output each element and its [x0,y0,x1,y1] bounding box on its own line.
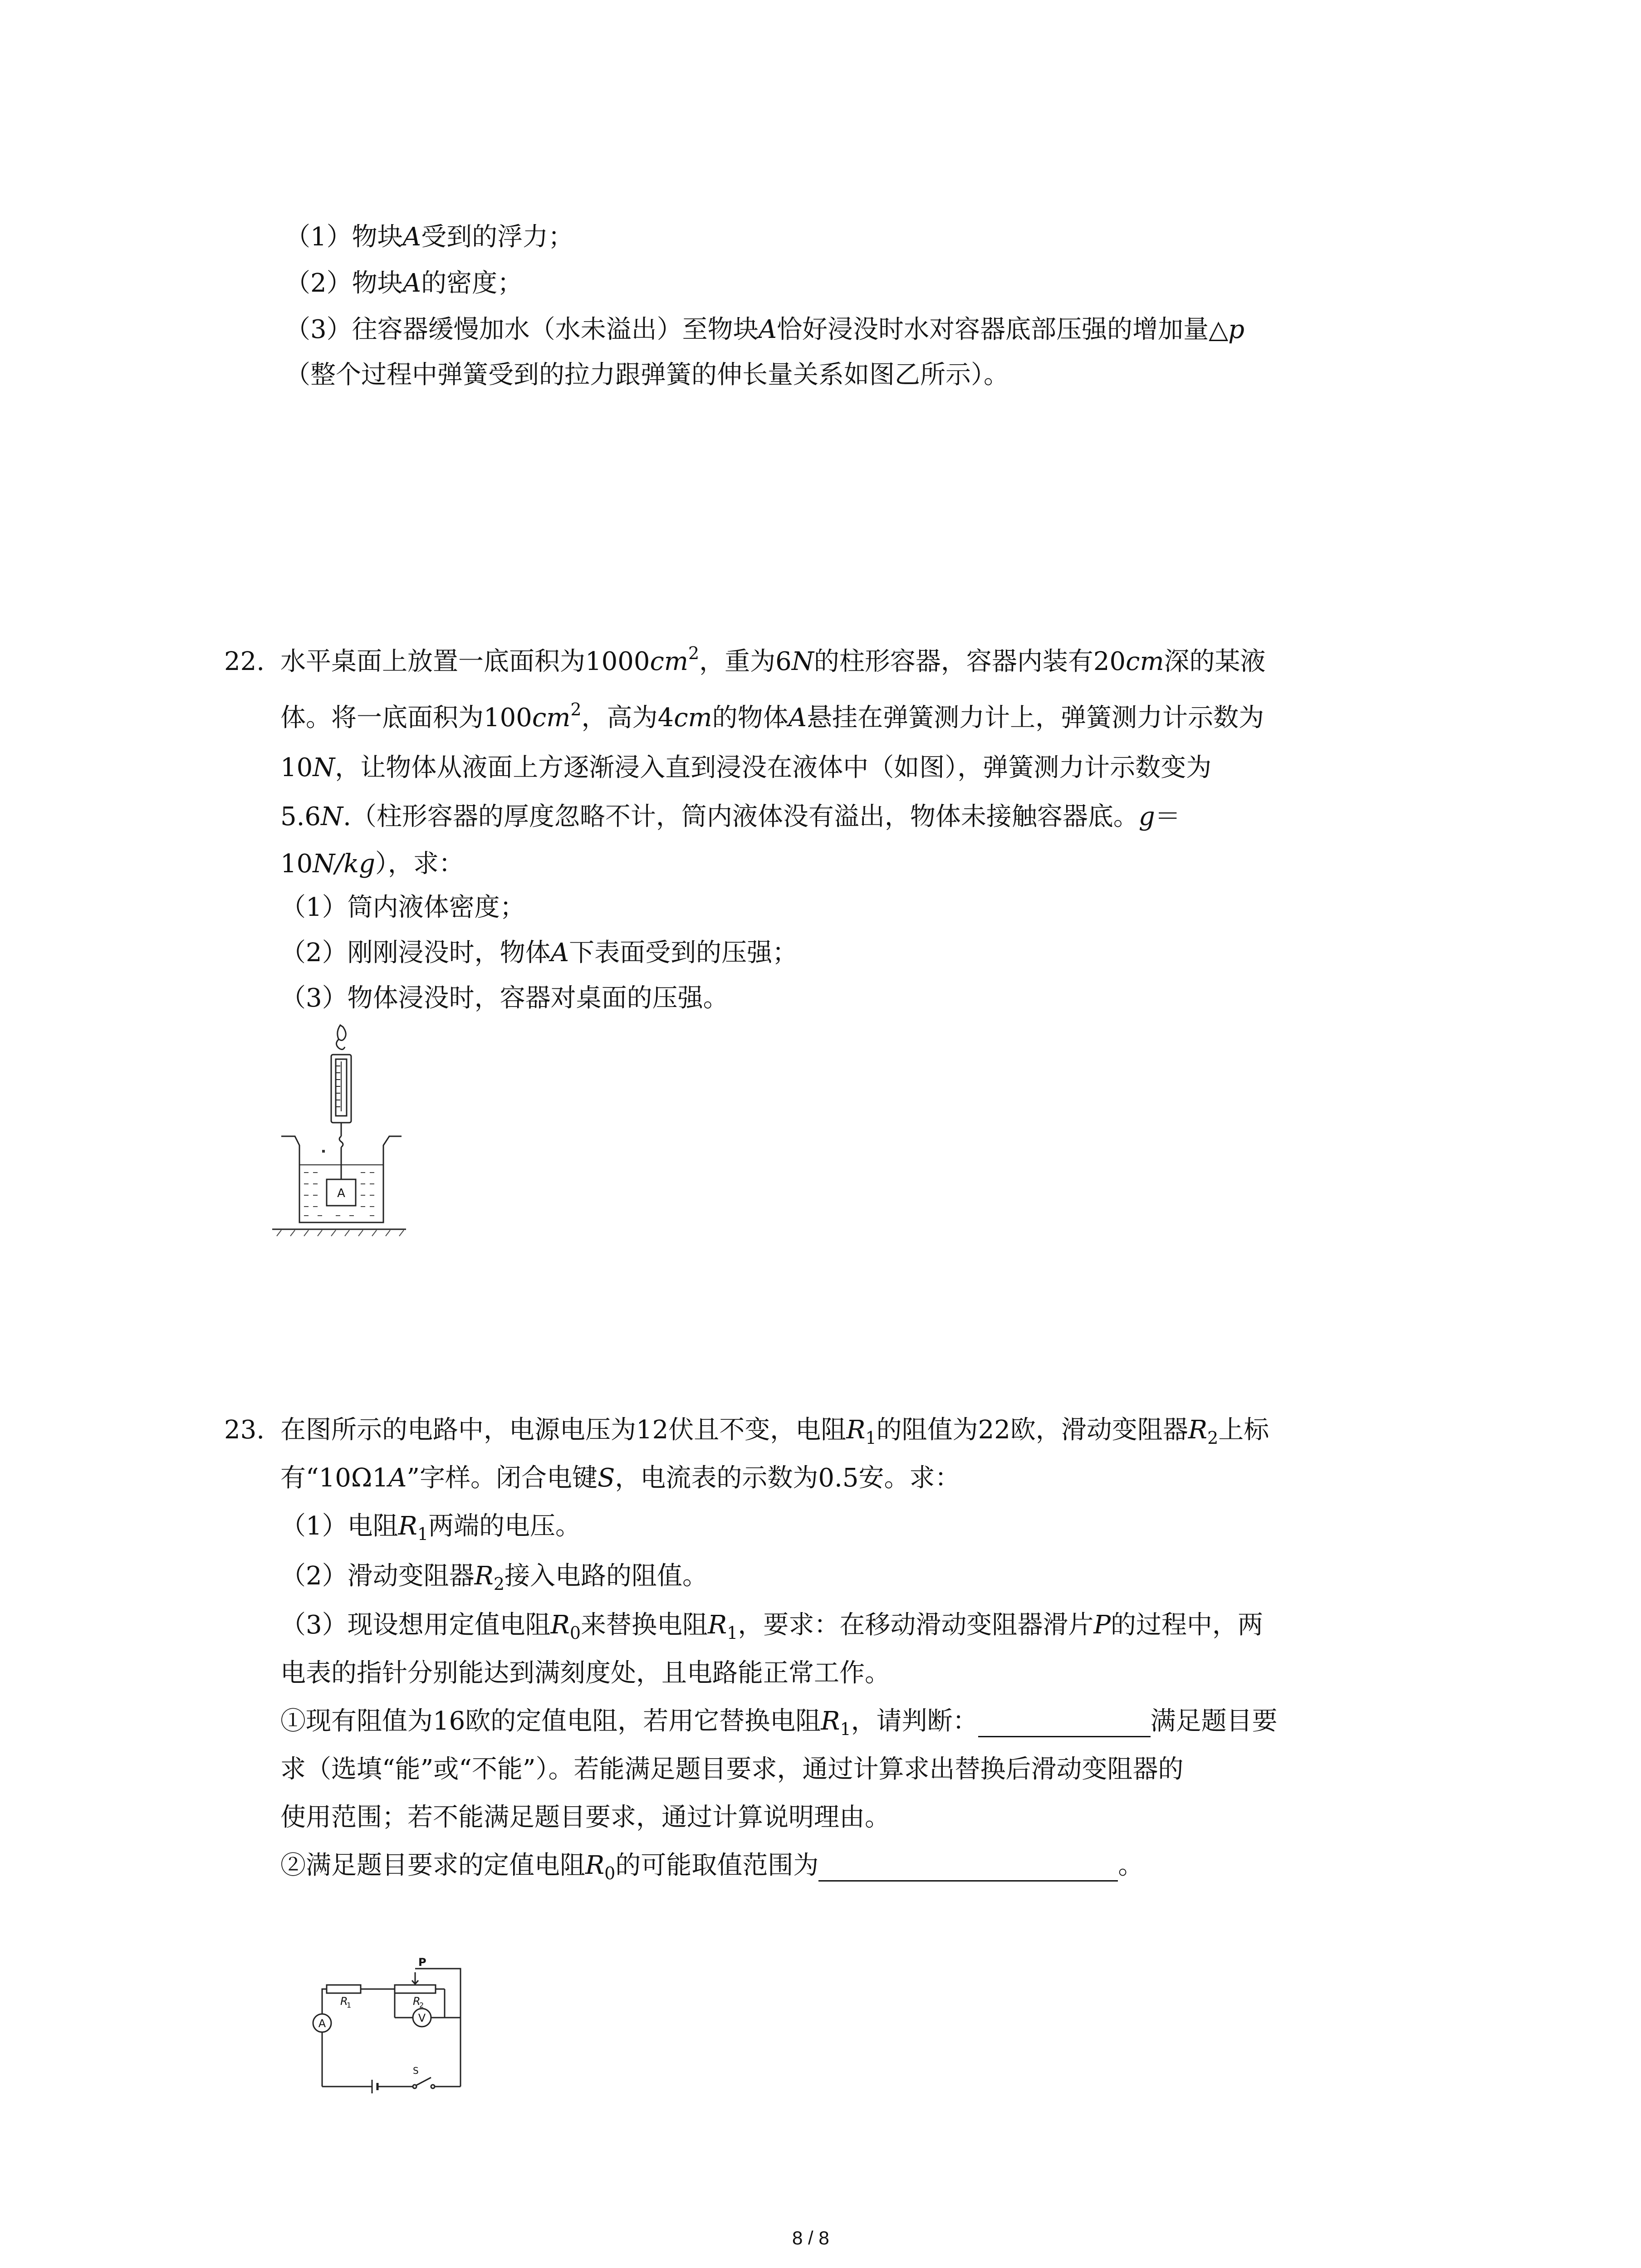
q22-stem-line4: 5.6N.（柱形容器的厚度忽略不计，筒内液体没有溢出，物体未接触容器底。g＝ [280,802,1181,831]
q23-choice-1-line3: 使用范围；若不能满足题目要求，通过计算说明理由。 [280,1803,890,1832]
q21-part-1: （1）物块A受到的浮力； [285,222,574,252]
svg-text:2: 2 [419,2001,424,2009]
svg-text:P: P [418,1956,426,1969]
page-number: 8 / 8 [792,2227,829,2248]
hand-icon [338,1025,346,1041]
q23-choice-2: ②满足题目要求的定值电阻$R_0$的可能取值范围为 。 [280,1851,1144,1884]
resistor-r1 [327,1985,361,1993]
q21-part-3: （3）往容器缓慢加水（水未溢出）至物块A恰好浸没时水对容器底部压强的增加量△p [285,315,1245,344]
q23-part-1: （1）电阻$R_1$两端的电压。 [280,1511,581,1545]
q22-part-1: （1）筒内液体密度； [280,893,525,922]
switch-icon [416,2077,431,2086]
q23-stem-line2: 有“10Ω1A”字样。闭合电键S，电流表的示数为0.5安。求： [280,1463,960,1493]
q22-stem-line1: 水平桌面上放置一底面积为$1000cm^2$，重为6N的柱形容器，容器内装有20cm深的某液 [280,643,1266,676]
rheostat-r2 [395,1985,436,1993]
svg-text:1: 1 [347,2001,352,2009]
q23-part-3-line2: 电表的指针分别能达到满刻度处，且电路能正常工作。 [280,1658,890,1688]
spring-scale-container-figure [272,1021,408,1238]
svg-text:S: S [413,2065,419,2076]
q21-part-2: （2）物块A的密度； [285,269,523,298]
circuit-diagram [277,1955,485,2100]
q23-choice-1-line2: 求（选填“能”或“不能”）。若能满足题目要求，通过计算求出替换后滑动变阻器的 [280,1755,1184,1784]
svg-text:R: R [413,1995,421,2008]
answer-blank-2[interactable] [818,1854,1118,1882]
q22-number: 22. [224,647,265,676]
answer-blank-1[interactable] [978,1710,1151,1737]
svg-text:A: A [318,2017,326,2030]
q22-stem-line2: 体。将一底面积为$100cm^2$，高为4cm的物体A悬挂在弹簧测力计上，弹簧测力计示数为 [280,699,1264,733]
svg-text:R: R [340,1995,348,2008]
svg-text:V: V [418,2012,426,2024]
q22-stem-line3: 10N，让物体从液面上方逐渐浸入直到浸没在液体中（如图），弹簧测力计示数变为 [280,753,1212,782]
q23-number: 23. [224,1415,265,1445]
q23-part-2: （2）滑动变阻器$R_2$接入电路的阻值。 [280,1561,708,1594]
q23-stem-line1: 在图所示的电路中，电源电压为12伏且不变，电阻$R_1$的阻值为22欧，滑动变阻器$R_2$上标 [280,1415,1269,1448]
object-a-label: A [337,1187,345,1200]
q22-part-2: （2）刚刚浸没时，物体A下表面受到的压强； [280,938,798,968]
q23-choice-1: ①现有阻值为16欧的定值电阻，若用它替换电阻$R_1$，请判断： 满足题目要 [280,1706,1278,1740]
q23-part-3: （3）现设想用定值电阻$R_0$来替换电阻$R_1$，要求：在移动滑动变阻器滑片P的过程中，两 [280,1610,1264,1643]
q21-part-3-line2: （整个过程中弹簧受到的拉力跟弹簧的伸长量关系如图乙所示）。 [285,360,1009,390]
q22-part-3: （3）物体浸没时，容器对桌面的压强。 [280,983,729,1013]
q22-stem-line5: 10N/kg），求： [280,849,464,879]
